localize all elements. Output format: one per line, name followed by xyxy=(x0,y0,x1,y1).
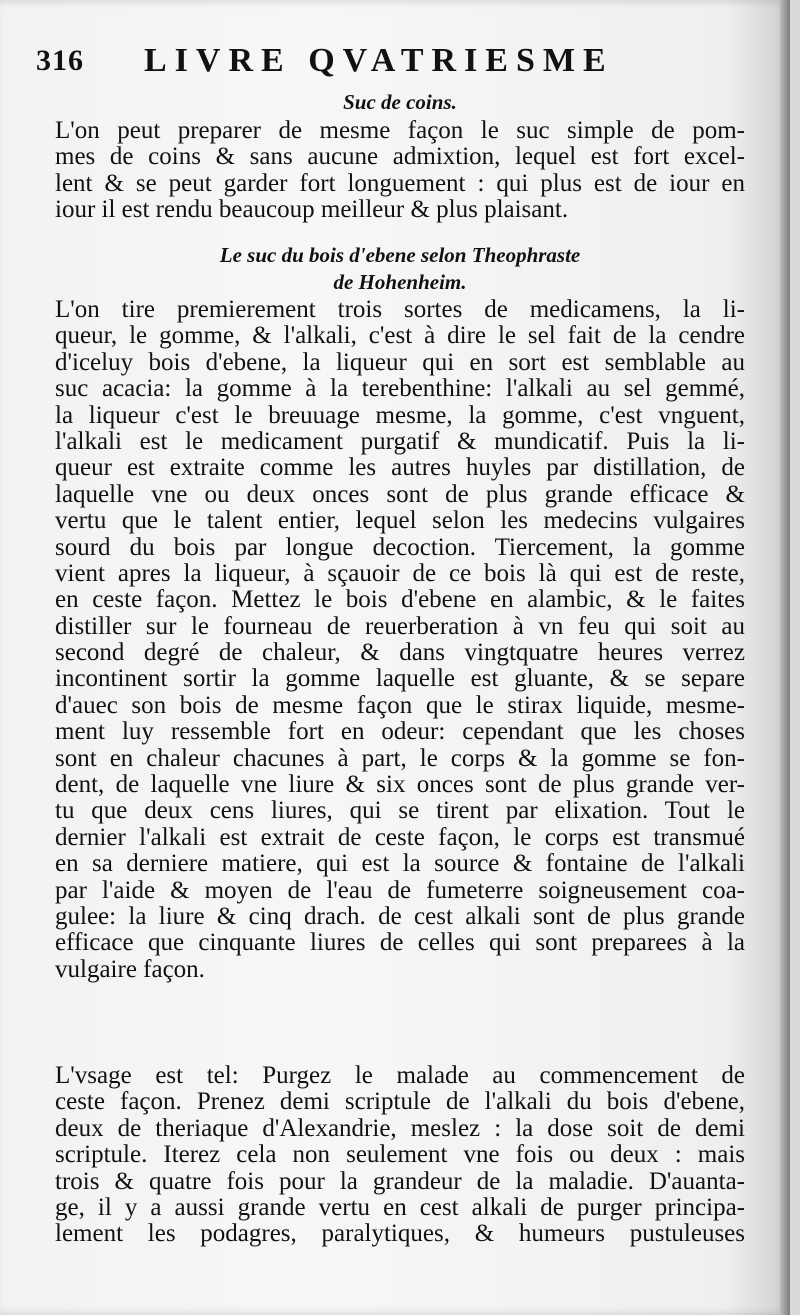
text-line: en sa derniere matiere, qui est la source & fontaine de l'alkali xyxy=(55,851,745,878)
section-heading-suc-du-bois-ebene: Le suc du bois d'ebene selon Theophraste xyxy=(219,243,581,267)
page-edge-shadow xyxy=(780,0,790,1315)
text-line: suc acacia: la gomme à la terebenthine: l'alkali au sel gemmé, xyxy=(55,376,745,403)
running-title: LIVRE QVATRIESME xyxy=(144,42,614,79)
text-line: lent & se peut garder fort longuement : qui plus est de iour en xyxy=(55,170,745,197)
text-line: L'on tire premierement trois sortes de medicamens, la li- xyxy=(55,297,745,323)
text-line: ge, il y a aussi grande vertu en cest alkali de purger principa- xyxy=(55,1194,745,1221)
text-line: sont en chaleur chacunes à part, le corps & la gomme se fon- xyxy=(55,745,745,772)
text-line: queur, le gomme, & l'alkali, c'est à dire le sel fait de la cendre xyxy=(55,323,745,350)
page-number: 316 xyxy=(36,44,84,77)
text-line: vient apres la liqueur, à sçauoir de ce bois là qui est de reste, xyxy=(55,560,745,587)
text-line: gulee: la liure & cinq drach. de cest alkali sont de plus grande xyxy=(55,903,745,930)
text-line: sourd du bois par longue decoction. Tiercement, la gomme xyxy=(55,534,745,561)
text-line: dernier l'alkali est extrait de ceste façon, le corps est transmué xyxy=(55,824,745,851)
text-line: second degré de chaleur, & dans vingtquatre heures verrez xyxy=(55,640,745,667)
text-line: L'vsage est tel: Purgez le malade au commencement de xyxy=(55,1063,745,1089)
text-line: dent, de laquelle vne liure & six onces sont de plus grande ver- xyxy=(55,772,745,799)
text-line: vertu que le talent entier, lequel selon les medecins vulgaires xyxy=(55,508,745,535)
section-heading-hohenheim: de Hohenheim. xyxy=(333,270,467,294)
text-line: d'iceluy bois d'ebene, la liqueur qui en sort est semblable au xyxy=(55,349,745,376)
text-line: ment luy ressemble fort en odeur: cependant que les choses xyxy=(55,719,745,746)
text-line: efficace que cinquante liures de celles qui sont preparees à la xyxy=(55,930,745,957)
text-line: d'auec son bois de mesme façon que le stirax liquide, mesme- xyxy=(55,692,745,719)
paragraph-suc-de-coins xyxy=(55,118,745,224)
paragraph-usage xyxy=(55,1063,745,1248)
paragraph-bois-ebene xyxy=(55,297,745,983)
text-line: en ceste façon. Mettez le bois d'ebene en alambic, & le faites xyxy=(55,587,745,614)
text-line: tu que deux cens liures, qui se tirent par elixation. Tout le xyxy=(55,798,745,825)
text-line: l'alkali est le medicament purgatif & mundicatif. Puis la li- xyxy=(55,428,745,455)
text-line: vulgaire façon. xyxy=(55,956,205,983)
text-line: ceste façon. Prenez demi scriptule de l'alkali du bois d'ebene, xyxy=(55,1089,745,1116)
text-line: laquelle vne ou deux onces sont de plus grande efficace & xyxy=(55,481,745,508)
text-line: iour il est rendu beaucoup meilleur & plus plaisant. xyxy=(55,197,569,224)
text-line: la liqueur c'est le breuuage mesme, la gomme, c'est vnguent, xyxy=(55,402,745,429)
text-line: L'on peut preparer de mesme façon le suc simple de pom- xyxy=(55,118,745,144)
text-line: trois & quatre fois pour la grandeur de la maladie. D'auanta- xyxy=(55,1168,745,1195)
running-header xyxy=(36,38,756,82)
text-line: par l'aide & moyen de l'eau de fumeterre soigneusement coa- xyxy=(55,877,745,904)
text-line: distiller sur le fourneau de reuerberation à vn feu qui soit au xyxy=(55,613,745,640)
text-line: mes de coins & sans aucune admixtion, lequel est fort excel- xyxy=(55,144,745,171)
text-line: queur est extraite comme les autres huyles par distillation, de xyxy=(55,455,745,482)
section-heading-suc-de-coins: Suc de coins. xyxy=(343,90,457,114)
text-line: deux de theriaque d'Alexandrie, meslez : la dose soit de demi xyxy=(55,1115,745,1142)
text-line: incontinent sortir la gomme laquelle est gluante, & se separe xyxy=(55,666,745,693)
text-line: lement les podagres, paralytiques, & humeurs pustuleuses xyxy=(55,1221,745,1248)
text-line: scriptule. Iterez cela non seulement vne fois ou deux : mais xyxy=(55,1142,745,1169)
